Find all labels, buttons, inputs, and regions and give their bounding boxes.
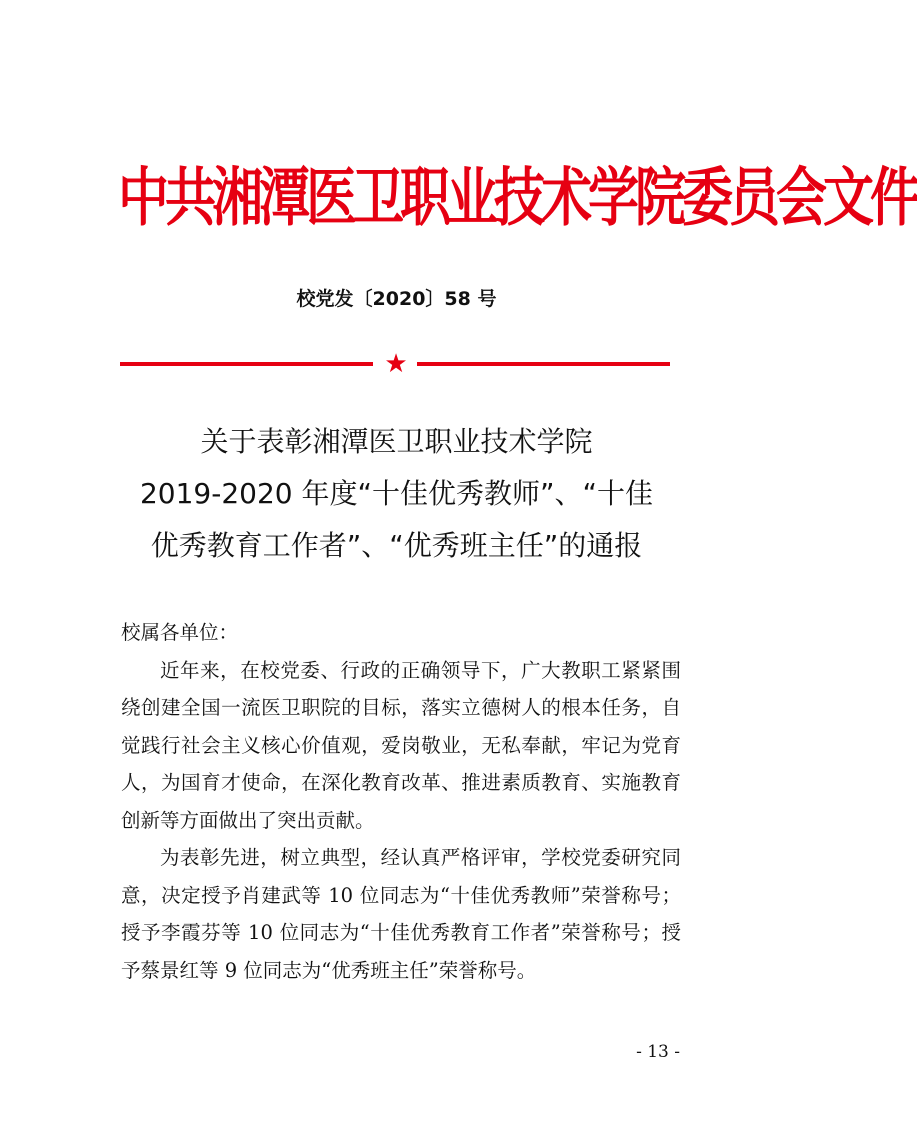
star-icon: ★ [384,349,408,379]
body-paragraph: 为表彰先进，树立典型，经认真严格评审，学校党委研究同意，决定授予肖建武等 10 位同志为“十佳优秀教师”荣誉称号；授予李霞芬等 10 位同志为“十佳优秀教育工作者”荣誉称号；授予蔡景红等 9 位同志为“优秀班主任”荣誉称号。 [121,846,681,982]
document-number: 校党发〔2020〕58 号 [296,288,497,310]
red-divider [120,350,670,378]
divider-line-right [417,362,670,366]
issuer-title: 中共湘潭医卫职业技术学院委员会文件 [118,160,917,236]
body-paragraph: 近年来，在校党委、行政的正确领导下，广大教职工紧紧围绕创建全国一流医卫职院的目标，落实立德树人的根本任务，自觉践行社会主义核心价值观，爱岗敬业，无私奉献，牢记为党育人，为国育才使命，在深化教育改革、推进素质教育、实施教育创新等方面做出了突出贡献。 [121,658,681,832]
notice-title-line: 2019-2020 年度“十佳优秀教师”、“十佳 [139,477,654,510]
page-number: - 13 - [636,1042,680,1062]
notice-title-line: 关于表彰湘潭医卫职业技术学院 [200,425,593,458]
divider-line-left [120,362,373,366]
notice-title-line: 优秀教育工作者”、“优秀班主任”的通报 [150,529,643,562]
document-body [121,614,681,989]
salutation: 校属各单位： [121,621,239,644]
notice-title [60,416,733,572]
